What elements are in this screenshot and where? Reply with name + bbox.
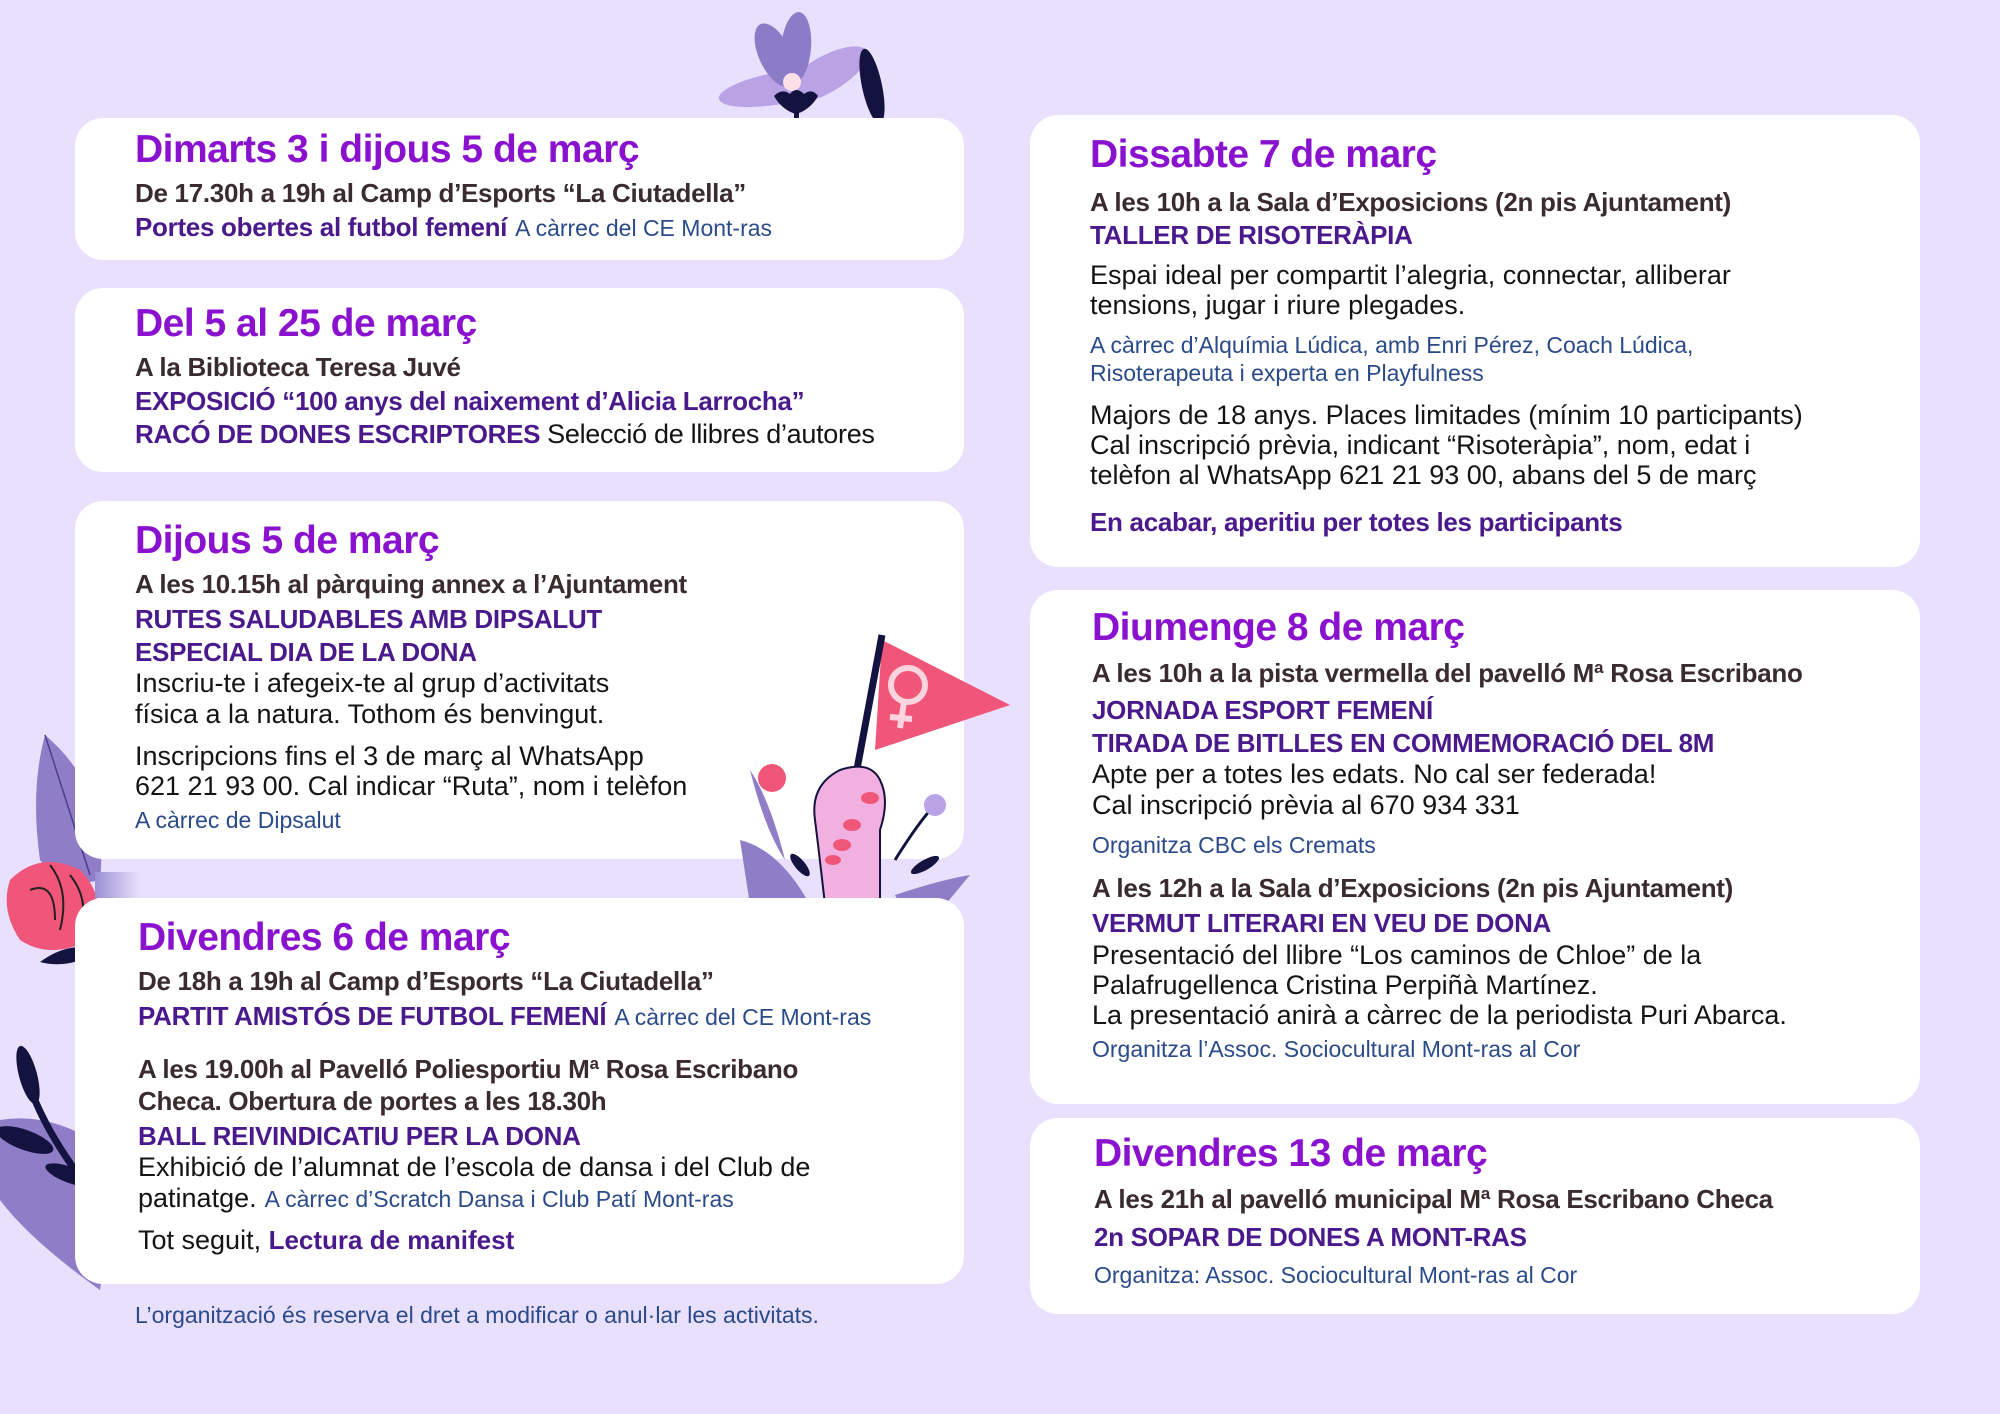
event-organizer: Organitza CBC els Cremats <box>1092 831 1376 858</box>
event-requirements: Cal inscripció prèvia, indicant “Risoteràpia”, nom, edat i <box>1090 429 1751 460</box>
event-description: Apte per a totes les edats. No cal ser federada! <box>1092 759 1657 790</box>
activity-description: Selecció de llibres d’autores <box>547 418 875 449</box>
event-requirements: telèfon al WhatsApp 621 21 93 00, abans del 5 de març <box>1090 460 1757 491</box>
event-description: Cal inscripció prèvia al 670 934 331 <box>1092 789 1520 820</box>
event-description: Presentació del llibre “Los caminos de Chloe” de la <box>1092 939 1702 970</box>
event-activity: 2n SOPAR DE DONES A MONT-RAS <box>1094 1222 1527 1253</box>
event-description: Exhibició de l’alumnat de l’escola de dansa i del Club de <box>138 1152 811 1183</box>
event-card-march-8 <box>1030 590 1920 1104</box>
divider-gradient <box>95 872 140 898</box>
event-card-march-7 <box>1030 115 1920 567</box>
event-place-2: A les 19.00h al Pavelló Poliesportiu Mª Rosa Escribano <box>138 1053 799 1084</box>
event-activity-2: VERMUT LITERARI EN VEU DE DONA <box>1092 908 1552 938</box>
event-requirements: Majors de 18 anys. Places limitades (mínim 10 participants) <box>1090 399 1803 430</box>
event-activity-1 <box>138 1000 944 1033</box>
event-place: A les 10.15h al pàrquing annex a l’Ajuntament <box>135 568 687 599</box>
event-organizer: Risoterapeuta i experta en Playfulness <box>1090 360 1484 386</box>
flower-illustration <box>700 10 900 120</box>
event-card-march-5-25 <box>75 288 964 472</box>
event-closing <box>138 1225 944 1255</box>
event-organizer: Organitza l’Assoc. Sociocultural Mont-ras al Cor <box>1092 1036 1581 1063</box>
activity-title: PARTIT AMISTÓS DE FUTBOL FEMENÍ <box>138 1001 607 1032</box>
event-place: A les 10h a la Sala d’Exposicions (2n pis Ajuntament) <box>1090 186 1732 217</box>
event-description: La presentació anirà a càrrec de la periodista Puri Abarca. <box>1092 999 1787 1030</box>
event-registration: Inscripcions fins el 3 de març al WhatsApp <box>135 740 644 771</box>
activity-title: RACÓ DE DONES ESCRIPTORES <box>135 418 541 449</box>
event-activity-1: TIRADA DE BITLLES EN COMMEMORACIÓ DEL 8M <box>1092 727 1715 758</box>
event-date: Del 5 al 25 de març <box>135 302 477 345</box>
event-card-march-6 <box>75 898 964 1284</box>
event-place: De 17.30h a 19h al Camp d’Esports “La Ciutadella” <box>135 177 746 208</box>
event-activity-1: RUTES SALUDABLES AMB DIPSALUT <box>135 604 603 635</box>
event-date: Diumenge 8 de març <box>1092 606 1465 649</box>
event-place: De 18h a 19h al Camp d’Esports “La Ciutadella” <box>138 965 714 996</box>
event-organizer: A càrrec del CE Mont-ras <box>515 215 773 242</box>
event-card-march-13 <box>1030 1118 1920 1314</box>
event-date: Dissabte 7 de març <box>1090 133 1437 176</box>
event-place: A les 10h a la pista vermella del pavelló Mª Rosa Escribano <box>1092 657 1803 688</box>
event-organizer: A càrrec de Dipsalut <box>135 807 341 834</box>
event-card-march-3-5 <box>75 118 964 260</box>
event-date: Divendres 6 de març <box>138 916 511 959</box>
event-description: Espai ideal per compartit l’alegria, connectar, alliberar <box>1090 259 1731 290</box>
event-place: A la Biblioteca Teresa Juvé <box>135 351 461 382</box>
event-place: A les 21h al pavelló municipal Mª Rosa Escribano Checa <box>1094 1183 1773 1214</box>
closing-prefix: Tot seguit, <box>138 1224 262 1255</box>
event-activity-1: JORNADA ESPORT FEMENÍ <box>1092 695 1433 726</box>
event-description: tensions, jugar i riure plegades. <box>1090 290 1466 321</box>
event-activity-1: EXPOSICIÓ “100 anys del naixement d’Alicia Larrocha” <box>135 386 805 417</box>
event-date: Dimarts 3 i dijous 5 de març <box>135 128 640 171</box>
event-organizer: A càrrec d’Scratch Dansa i Club Patí Mont-ras <box>264 1185 734 1212</box>
event-activity: TALLER DE RISOTERÀPIA <box>1090 220 1413 251</box>
event-activity-2: BALL REIVINDICATIU PER LA DONA <box>138 1120 581 1151</box>
fist-flag-illustration <box>730 620 1020 905</box>
event-organizer: A càrrec del CE Mont-ras <box>614 1004 872 1031</box>
event-activity-2 <box>135 418 944 451</box>
event-closing: En acabar, aperitiu per totes les participants <box>1090 507 1623 538</box>
description-text: patinatge. <box>138 1182 257 1213</box>
activity-title: Portes obertes al futbol femení <box>135 212 508 243</box>
closing-highlight: Lectura de manifest <box>268 1224 515 1255</box>
event-place-2: Checa. Obertura de portes a les 18.30h <box>138 1086 607 1117</box>
event-date: Dijous 5 de març <box>135 519 440 562</box>
event-description: física a la natura. Tothom és benvingut. <box>135 698 605 729</box>
event-activity <box>135 211 944 244</box>
footer-disclaimer: L’organització és reserva el dret a modificar o anul·lar les activitats. <box>135 1302 819 1328</box>
event-organizer: Organitza: Assoc. Sociocultural Mont-ras al Cor <box>1094 1261 1578 1288</box>
event-registration: 621 21 93 00. Cal indicar “Ruta”, nom i telèfon <box>135 771 688 802</box>
event-date: Divendres 13 de març <box>1094 1132 1488 1175</box>
event-description: Palafrugellenca Cristina Perpiñà Martínez. <box>1092 969 1598 1000</box>
event-activity-2: ESPECIAL DIA DE LA DONA <box>135 636 477 667</box>
event-description <box>138 1183 944 1213</box>
event-description: Inscriu-te i afegeix-te al grup d’activitats <box>135 668 610 699</box>
event-organizer: A càrrec d’Alquímia Lúdica, amb Enri Pérez, Coach Lúdica, <box>1090 332 1694 359</box>
event-place-2: A les 12h a la Sala d’Exposicions (2n pis Ajuntament) <box>1092 872 1734 903</box>
